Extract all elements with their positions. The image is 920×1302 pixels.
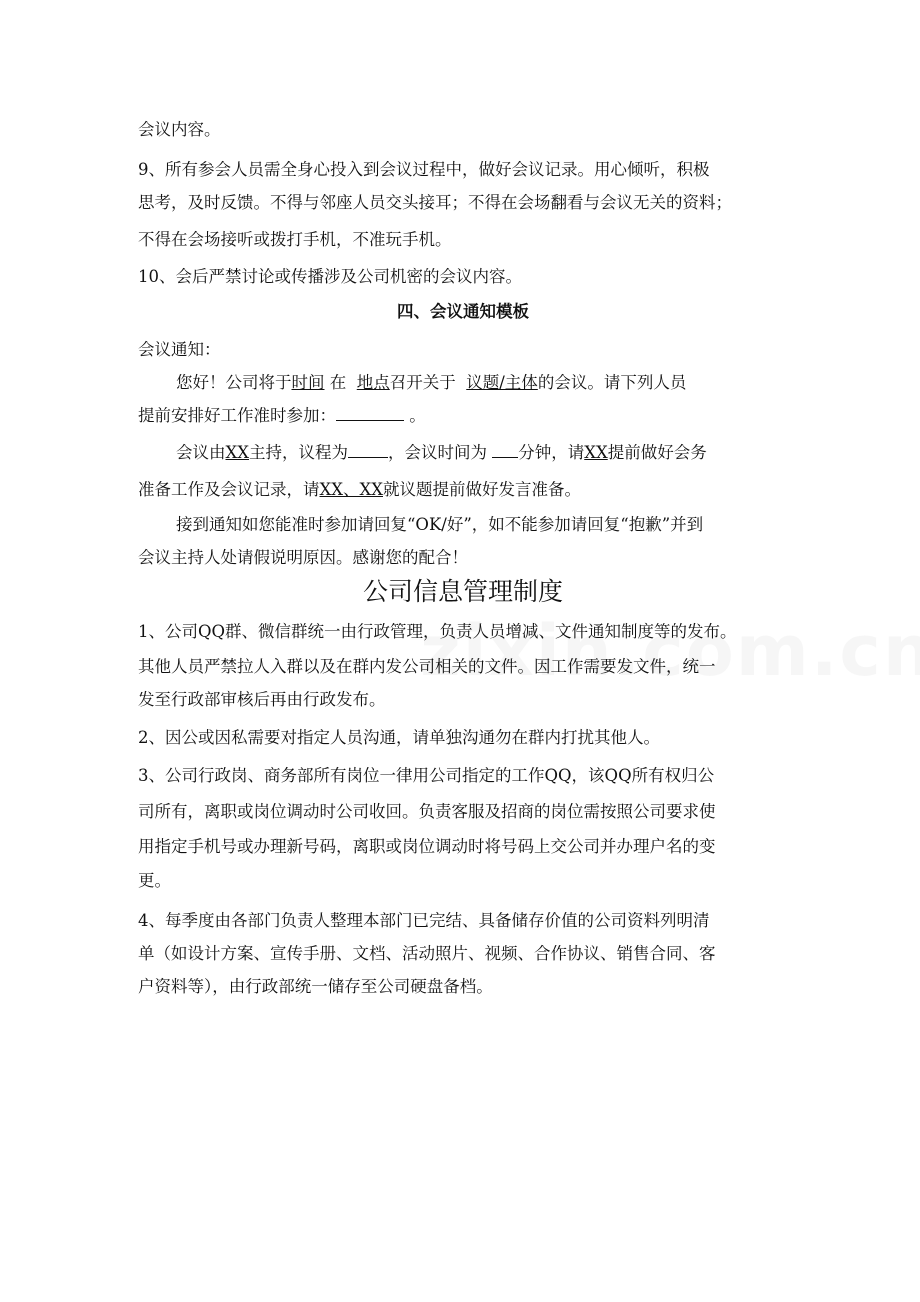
text-line: 2、因公或因私需要对指定人员沟通，请单独沟通勿在群内打扰其他人。 <box>138 728 660 747</box>
text-span: 就议题提前做好发言准备。 <box>383 480 581 499</box>
text-line: 不得在会场接听或拨打手机，不准玩手机。 <box>138 230 452 249</box>
text-span: 分钟，请 <box>518 443 585 462</box>
text-line: 发至行政部审核后再由行政发布。 <box>138 690 386 709</box>
text-span: 准备工作及会议记录，请 <box>138 480 320 499</box>
notice-line-2 <box>138 404 788 428</box>
placeholder-topic: 议题/主体 <box>466 373 538 392</box>
text-span: 召开关于 <box>389 373 461 392</box>
text-line: 3、公司行政岗、商务部所有岗位一律用公司指定的工作QQ，该QQ所有权归公 <box>138 766 715 785</box>
notice-line-5: 接到通知如您能准时参加请回复“OK/好”，如不能参加请回复“抱歉”并到 <box>176 515 704 534</box>
notice-line-1 <box>176 371 788 395</box>
text-line: 其他人员严禁拉人入群以及在群内发公司相关的文件。因工作需要发文件，统一 <box>138 657 716 676</box>
watermark <box>420 610 920 692</box>
text-span: 提前安排好工作准时参加： <box>138 406 336 425</box>
placeholder-time: 时间 <box>291 373 325 392</box>
blank-minutes <box>492 441 518 458</box>
text-line: 4、每季度由各部门负责人整理本部门已完结、具备储存价值的公司资料列明清 <box>138 911 710 930</box>
text-line: 户资料等），由行政部统一储存至公司硬盘备档。 <box>138 977 493 996</box>
text-line: 10、会后严禁讨论或传播涉及公司机密的会议内容。 <box>138 267 522 286</box>
section-heading: 四、会议通知模板 <box>397 302 529 321</box>
text-line: 单（如设计方案、宣传手册、文档、活动照片、视频、合作协议、销售合同、客 <box>138 944 716 963</box>
text-span: 在 <box>329 373 352 392</box>
text-span: 会议由 <box>176 443 226 462</box>
blank-agenda <box>348 441 388 458</box>
notice-line-3 <box>176 441 788 465</box>
text-span: 您好！公司将于 <box>176 373 292 392</box>
text-span: 的会议。请下列人员 <box>537 373 687 392</box>
placeholder-xx: XX <box>584 443 608 462</box>
text-span: 提前做好会务 <box>607 443 707 462</box>
notice-label: 会议通知： <box>138 340 221 359</box>
text-line: 会议内容。 <box>138 120 221 139</box>
placeholder-xx-xx: XX、XX <box>319 480 383 499</box>
text-line: 用指定手机号或办理新号码，离职或岗位调动时将号码上交公司并办理户名的变 <box>138 837 716 856</box>
text-line: 1、公司QQ群、微信群统一由行政管理，负责人员增减、文件通知制度等的发布。 <box>138 622 737 641</box>
text-line: 9、所有参会人员需全身心投入到会议过程中，做好会议记录。用心倾听，积极 <box>138 160 710 179</box>
notice-line-6: 会议主持人处请假说明原因。感谢您的配合！ <box>138 548 468 567</box>
text-line: 思考，及时反馈。不得与邻座人员交头接耳；不得在会场翻看与会议无关的资料； <box>138 193 732 212</box>
text-span: ，会议时间为 <box>388 443 493 462</box>
blank-attendees <box>336 404 404 421</box>
text-line: 司所有，离职或岗位调动时公司收回。负责客服及招商的岗位需按照公司要求使 <box>138 802 716 821</box>
page-title: 公司信息管理制度 <box>362 577 563 606</box>
text-span: 主持，议程为 <box>249 443 348 462</box>
text-span: 。 <box>404 406 426 425</box>
notice-line-4 <box>138 478 788 502</box>
placeholder-host: XX <box>225 443 249 462</box>
text-line: 更。 <box>138 871 171 890</box>
placeholder-place: 地点 <box>356 373 390 392</box>
